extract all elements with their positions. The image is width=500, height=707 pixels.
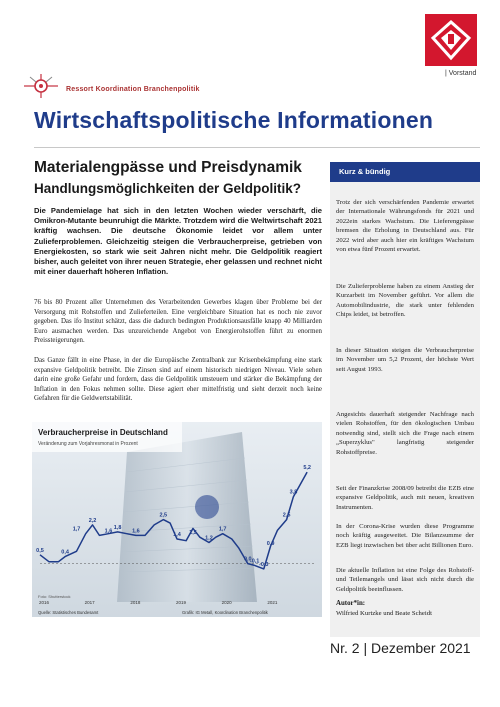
ecb-tower-photo (117, 432, 260, 602)
chart-source: Quelle: Statistisches Bundesamt (38, 610, 99, 615)
ig-metall-logo (425, 14, 477, 66)
x-tick-label: 2021 (267, 600, 278, 605)
data-label: 1,7 (72, 526, 81, 533)
x-tick-label: 2020 (221, 600, 232, 605)
article-lead: Die Pandemielage hat sich in den letzten Wochen wieder verschärft, die Omikron-Mutante beunruhigt die Märkte. Trotzdem wird die Weltwirtschaft 2021 kräftig wachsen. Die deutsche Ökonomie leidet vor allem unter Zulieferproblemen. Gleichzeitig steigen die Verbraucherpreise, getrieben von Energiekosten, so stark wie seit Jahren nicht mehr. Die Geldpolitik reagiert bisher, auch geleitet von ihrer neuen Strategie, eher gelassen und rechnet nicht mit einer dauerhaft höheren Inflation. (34, 206, 322, 277)
article-paragraph: Das Ganze fällt in eine Phase, in der die Europäische Zentralbank zur Krisenbekämpfung eine stark expansive Geldpolitik betreibt. Die Zinsen sind auf einem historisch niedrigen Niveau. Viele sehen darin eine große Gefahr und fordern, dass die Geldpolitik umsteuern und stärker die Bekämpfung der Inflation in den Fokus nehmen sollte. Diese agiert eher mittelfristig und sieht derzeit noch keine Gefahren für die Geldwertstabilität. (34, 357, 322, 403)
sidebar-header: Kurz & bündig (339, 167, 391, 176)
sidebar-paragraph: Seit der Finanzkrise 2008/09 betreibt die EZB eine expansive Geldpolitik, auch mit neuen, kreativen Instrumenten. (336, 485, 474, 511)
authors-label: Autor*in: (336, 600, 366, 607)
issue-number: Nr. 2 | Dezember 2021 (330, 640, 471, 656)
data-label: 3,8 (289, 489, 298, 496)
data-label: 1,4 (173, 531, 181, 538)
article-title: Materialengpässe und Preisdynamik (34, 159, 302, 176)
x-tick-label: 2019 (175, 600, 187, 605)
data-label: 1,8 (113, 524, 122, 531)
data-label: 0,9 (266, 540, 275, 547)
data-label: 2,2 (88, 517, 97, 524)
chart-title: Verbraucherpreise in Deutschland (38, 428, 168, 437)
x-tick-label: 2017 (84, 600, 95, 605)
publication-title: Wirtschaftspolitische Informationen (34, 107, 434, 133)
data-label: 1,6 (132, 528, 140, 535)
data-label: 5,2 (303, 465, 311, 472)
consumer-price-chart (32, 422, 322, 617)
department-label: Ressort Koordination Branchenpolitik (66, 86, 200, 93)
authors-names: Wilfried Kurtzke und Beate Scheidt (336, 610, 432, 617)
chart-graphic-credit: Grafik: IG Metall, Koordination Branchenpolitik (182, 610, 268, 615)
photo-credit: Foto: Shutterstock (38, 594, 71, 599)
data-label: 1,5 (189, 530, 197, 537)
data-label: 0,0 (243, 556, 252, 563)
data-label: -0,3 (259, 561, 269, 568)
sidebar-paragraph: Die Zulieferprobleme haben zu einem Anstieg der Kurzarbeit im November geführt. Vor allem die Automobilindustrie, die stark unter fehlenden Chips leidet, ist betroffen. (336, 283, 474, 319)
sidebar-paragraph: Die aktuelle Inflation ist eine Folge des Rohstoff- und Teilemangels und lässt sich nicht durch die Geldpolitik beeinflussen. (336, 567, 474, 593)
data-label: 1,2 (205, 535, 213, 542)
data-label: 0,5 (36, 547, 44, 554)
data-label: 0,4 (61, 549, 69, 556)
ig-metall-logo-icon (425, 14, 477, 66)
sidebar-paragraph: Trotz der sich verschärfenden Pandemie erwartet der Internationale Währungsfonds für 2021 und 2022ein starkes Wachstum. Die Lieferengpässe bremsen die Erholung in Deutschland aus. Für 2022 wird aber auch hier ein kräftiges Wachstum von etwa fünf Prozent erwartet. (336, 199, 474, 254)
data-label: 2,5 (282, 512, 291, 519)
sidebar-paragraph: In der Corona-Krise wurden diese Programme noch kräftig ausgeweitet. Die Bilanzsumme der EZB liegt inzwischen bei über acht Billionen Euro. (336, 523, 474, 549)
header-divider (34, 147, 480, 148)
x-tick-label: 2016 (38, 600, 50, 605)
data-label: 1,7 (218, 526, 227, 533)
euro-sign-icon (195, 495, 219, 519)
chart-subtitle: Veränderung zum Vorjahresmonat in Prozent (38, 441, 138, 447)
x-tick-label: 2018 (130, 600, 141, 605)
data-label: 1,6 (104, 528, 113, 535)
branch-coordination-icon (22, 73, 60, 99)
sidebar-paragraph: Angesichts dauerhaft steigender Nachfrage nach vielen Rohstoffen, für den ökologischen Umbau notwendig sind, stellt sich die Frage nach einem „Superzyklus" langfristig steigender Rohstoffpreise. (336, 411, 474, 456)
board-label: | Vorstand (445, 70, 477, 77)
data-label: 2,5 (159, 512, 168, 519)
article-subtitle: Handlungsmöglichkeiten der Geldpolitik? (34, 181, 302, 196)
data-label: -0,1 (249, 558, 260, 565)
sidebar-paragraph: In dieser Situation steigen die Verbraucherpreise im November um 5,2 Prozent, der höchste Wert seit August 1993. (336, 347, 474, 373)
article-paragraph: 76 bis 80 Prozent aller Unternehmen des Verarbeitenden Gewerbes klagen über Probleme bei der Versorgung mit Rohstoffen und Zulieferteilen. Eine vergleichbare Situation hat es noch nie zuvor gegeben. Das ifo Institut schätzt, dass die dadurch bedingten Produktionsausfälle knapp 40 Milliarden Euro ausmachen werden. Das unzureichende Angebot von Energierohstoffen führt zu enormen Preissteigerungen. (34, 299, 322, 345)
